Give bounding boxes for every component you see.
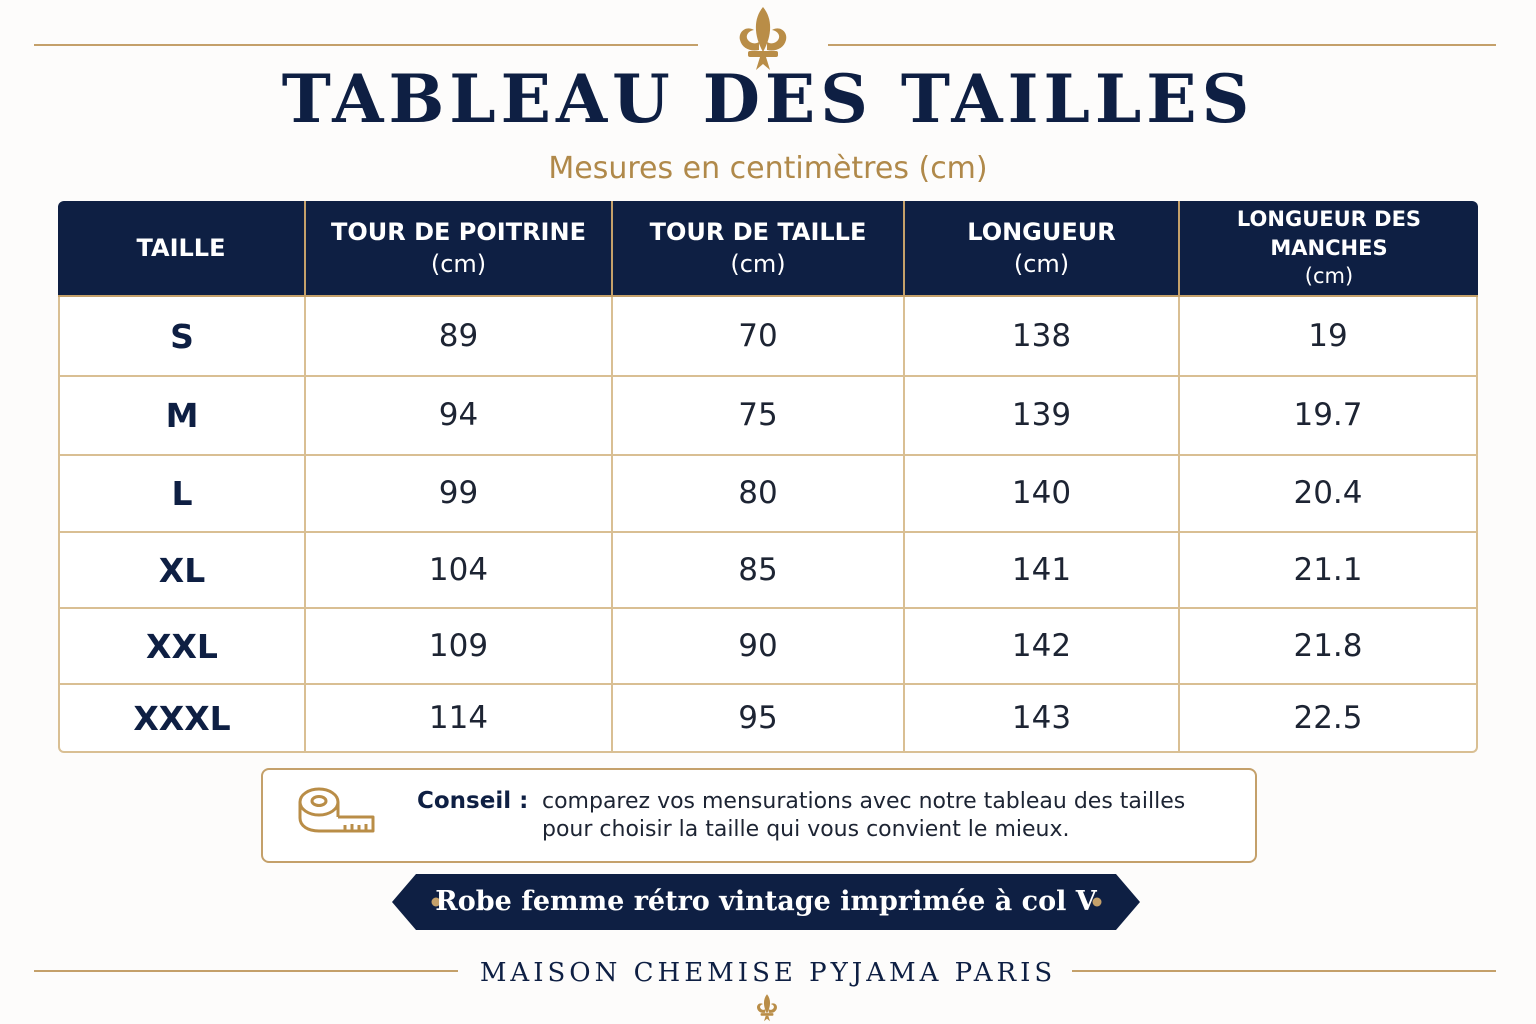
chest-cell: 104 bbox=[306, 533, 613, 609]
tip-line-2: pour choisir la taille qui vous convient le mieux. bbox=[542, 817, 1070, 842]
waist-cell: 80 bbox=[613, 456, 905, 533]
table-row bbox=[58, 533, 1478, 609]
length-cell: 140 bbox=[905, 456, 1180, 533]
size-cell: S bbox=[58, 297, 306, 377]
header-rule-right bbox=[828, 44, 1496, 46]
sleeve-cell: 21.8 bbox=[1180, 609, 1478, 685]
page-title: TABLEAU DES TAILLES bbox=[281, 60, 1255, 138]
column-header-chest: TOUR DE POITRINE (cm) bbox=[306, 201, 613, 297]
tip-line-1: comparez vos mensurations avec notre tableau des tailles bbox=[542, 789, 1186, 814]
sleeve-cell: 19.7 bbox=[1180, 377, 1478, 456]
table-row bbox=[58, 297, 1478, 377]
chest-cell: 94 bbox=[306, 377, 613, 456]
column-header-sleeve-length: LONGUEUR DES MANCHES (cm) bbox=[1180, 201, 1478, 297]
product-name: Robe femme rétro vintage imprimée à col V bbox=[435, 886, 1097, 917]
length-cell: 143 bbox=[905, 685, 1180, 753]
page-subtitle: Mesures en centimètres (cm) bbox=[548, 151, 988, 186]
size-cell: XXXL bbox=[58, 685, 306, 753]
column-header-waist: TOUR DE TAILLE (cm) bbox=[613, 201, 905, 297]
table-row bbox=[58, 609, 1478, 685]
waist-cell: 75 bbox=[613, 377, 905, 456]
size-cell: XL bbox=[58, 533, 306, 609]
waist-cell: 90 bbox=[613, 609, 905, 685]
header-rule-left bbox=[34, 44, 698, 46]
chest-cell: 99 bbox=[306, 456, 613, 533]
chest-cell: 89 bbox=[306, 297, 613, 377]
sleeve-cell: 20.4 bbox=[1180, 456, 1478, 533]
measuring-tape-icon bbox=[297, 785, 377, 845]
table-row bbox=[58, 377, 1478, 456]
waist-cell: 70 bbox=[613, 297, 905, 377]
tip-box bbox=[261, 768, 1257, 863]
size-cell: L bbox=[58, 456, 306, 533]
size-cell: XXL bbox=[58, 609, 306, 685]
fleur-de-lis-icon bbox=[751, 993, 783, 1023]
sleeve-cell: 19 bbox=[1180, 297, 1478, 377]
length-cell: 139 bbox=[905, 377, 1180, 456]
sleeve-cell: 21.1 bbox=[1180, 533, 1478, 609]
table-row bbox=[58, 685, 1478, 753]
size-table bbox=[58, 201, 1478, 753]
tip-text bbox=[542, 790, 1232, 846]
length-cell: 138 bbox=[905, 297, 1180, 377]
waist-cell: 95 bbox=[613, 685, 905, 753]
waist-cell: 85 bbox=[613, 533, 905, 609]
table-header-row bbox=[58, 201, 1478, 297]
table-row bbox=[58, 456, 1478, 533]
chest-cell: 109 bbox=[306, 609, 613, 685]
tip-label: Conseil : bbox=[417, 788, 529, 814]
brand-name: MAISON CHEMISE PYJAMA PARIS bbox=[479, 958, 1057, 988]
size-cell: M bbox=[58, 377, 306, 456]
chest-cell: 114 bbox=[306, 685, 613, 753]
length-cell: 142 bbox=[905, 609, 1180, 685]
length-cell: 141 bbox=[905, 533, 1180, 609]
sleeve-cell: 22.5 bbox=[1180, 685, 1478, 753]
column-header-length: LONGUEUR (cm) bbox=[905, 201, 1180, 297]
column-header-size: TAILLE bbox=[58, 201, 306, 297]
